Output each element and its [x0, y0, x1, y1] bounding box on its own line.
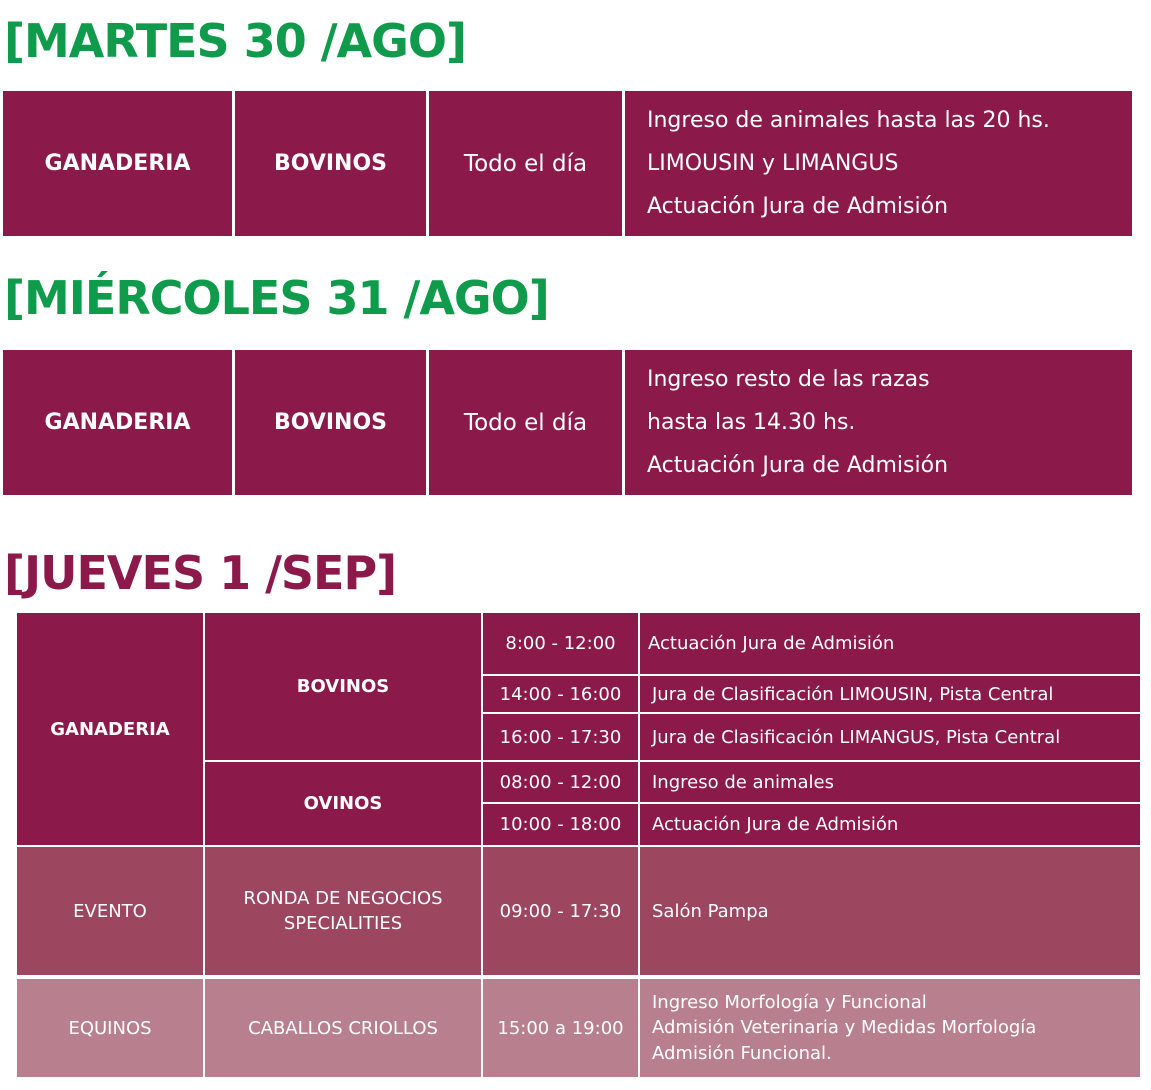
detail-cell: Actuación Jura de Admisión — [640, 613, 1140, 674]
time-cell: 09:00 - 17:30 — [483, 847, 638, 975]
species-cell-bovinos: BOVINOS — [205, 613, 481, 760]
detail-line: hasta las 14.30 hs. — [647, 410, 856, 435]
schedule-row-martes — [3, 91, 1132, 236]
detail-cell: Actuación Jura de Admisión — [640, 804, 1140, 845]
detail-line: Ingreso Morfología y Funcional — [652, 991, 927, 1013]
details-cell — [625, 350, 1132, 495]
category-cell-evento: EVENTO — [17, 847, 203, 975]
species-cell-ovinos: OVINOS — [205, 762, 481, 845]
time-cell: Todo el día — [429, 350, 622, 495]
detail-line: Ingreso de animales hasta las 20 hs. — [647, 108, 1050, 133]
detail-line: Actuación Jura de Admisión — [647, 194, 949, 219]
detail-line: Admisión Veterinaria y Medidas Morfología — [652, 1017, 1037, 1039]
detail-cell: Jura de Clasificación LIMOUSIN, Pista Central — [640, 676, 1140, 712]
details-cell — [625, 91, 1132, 236]
detail-cell: Salón Pampa — [640, 847, 1140, 975]
activity-cell: CABALLOS CRIOLLOS — [205, 979, 481, 1077]
activity-cell — [205, 847, 481, 975]
activity-line: RONDA DE NEGOCIOS — [243, 887, 443, 909]
detail-line: Actuación Jura de Admisión — [647, 453, 949, 478]
time-cell: Todo el día — [429, 91, 622, 236]
detail-cell: Jura de Clasificación LIMANGUS, Pista Central — [640, 714, 1140, 760]
day-title-martes: [MARTES 30 /AGO] — [4, 14, 467, 68]
schedule-table-jueves — [17, 613, 1140, 1077]
day-title-jueves: [JUEVES 1 /SEP] — [4, 546, 397, 600]
day-title-miercoles: [MIÉRCOLES 31 /AGO] — [4, 271, 549, 325]
category-cell-equinos: EQUINOS — [17, 979, 203, 1077]
detail-cell: Ingreso de animales — [640, 762, 1140, 802]
time-cell: 14:00 - 16:00 — [483, 676, 638, 712]
detail-line: LIMOUSIN y LIMANGUS — [647, 151, 899, 176]
detail-line: Ingreso resto de las razas — [647, 367, 930, 392]
category-cell: GANADERIA — [3, 91, 232, 236]
category-cell: GANADERIA — [3, 350, 232, 495]
time-cell: 8:00 - 12:00 — [483, 613, 638, 674]
time-cell: 16:00 - 17:30 — [483, 714, 638, 760]
time-cell: 15:00 a 19:00 — [483, 979, 638, 1077]
category-cell-ganaderia: GANADERIA — [17, 613, 203, 845]
time-cell: 08:00 - 12:00 — [483, 762, 638, 802]
species-cell: BOVINOS — [235, 91, 426, 236]
detail-cell — [640, 979, 1140, 1077]
activity-line: SPECIALITIES — [283, 913, 403, 934]
species-cell: BOVINOS — [235, 350, 426, 495]
schedule-row-miercoles — [3, 350, 1132, 495]
detail-line: Admisión Funcional. — [652, 1042, 832, 1064]
time-cell: 10:00 - 18:00 — [483, 804, 638, 845]
